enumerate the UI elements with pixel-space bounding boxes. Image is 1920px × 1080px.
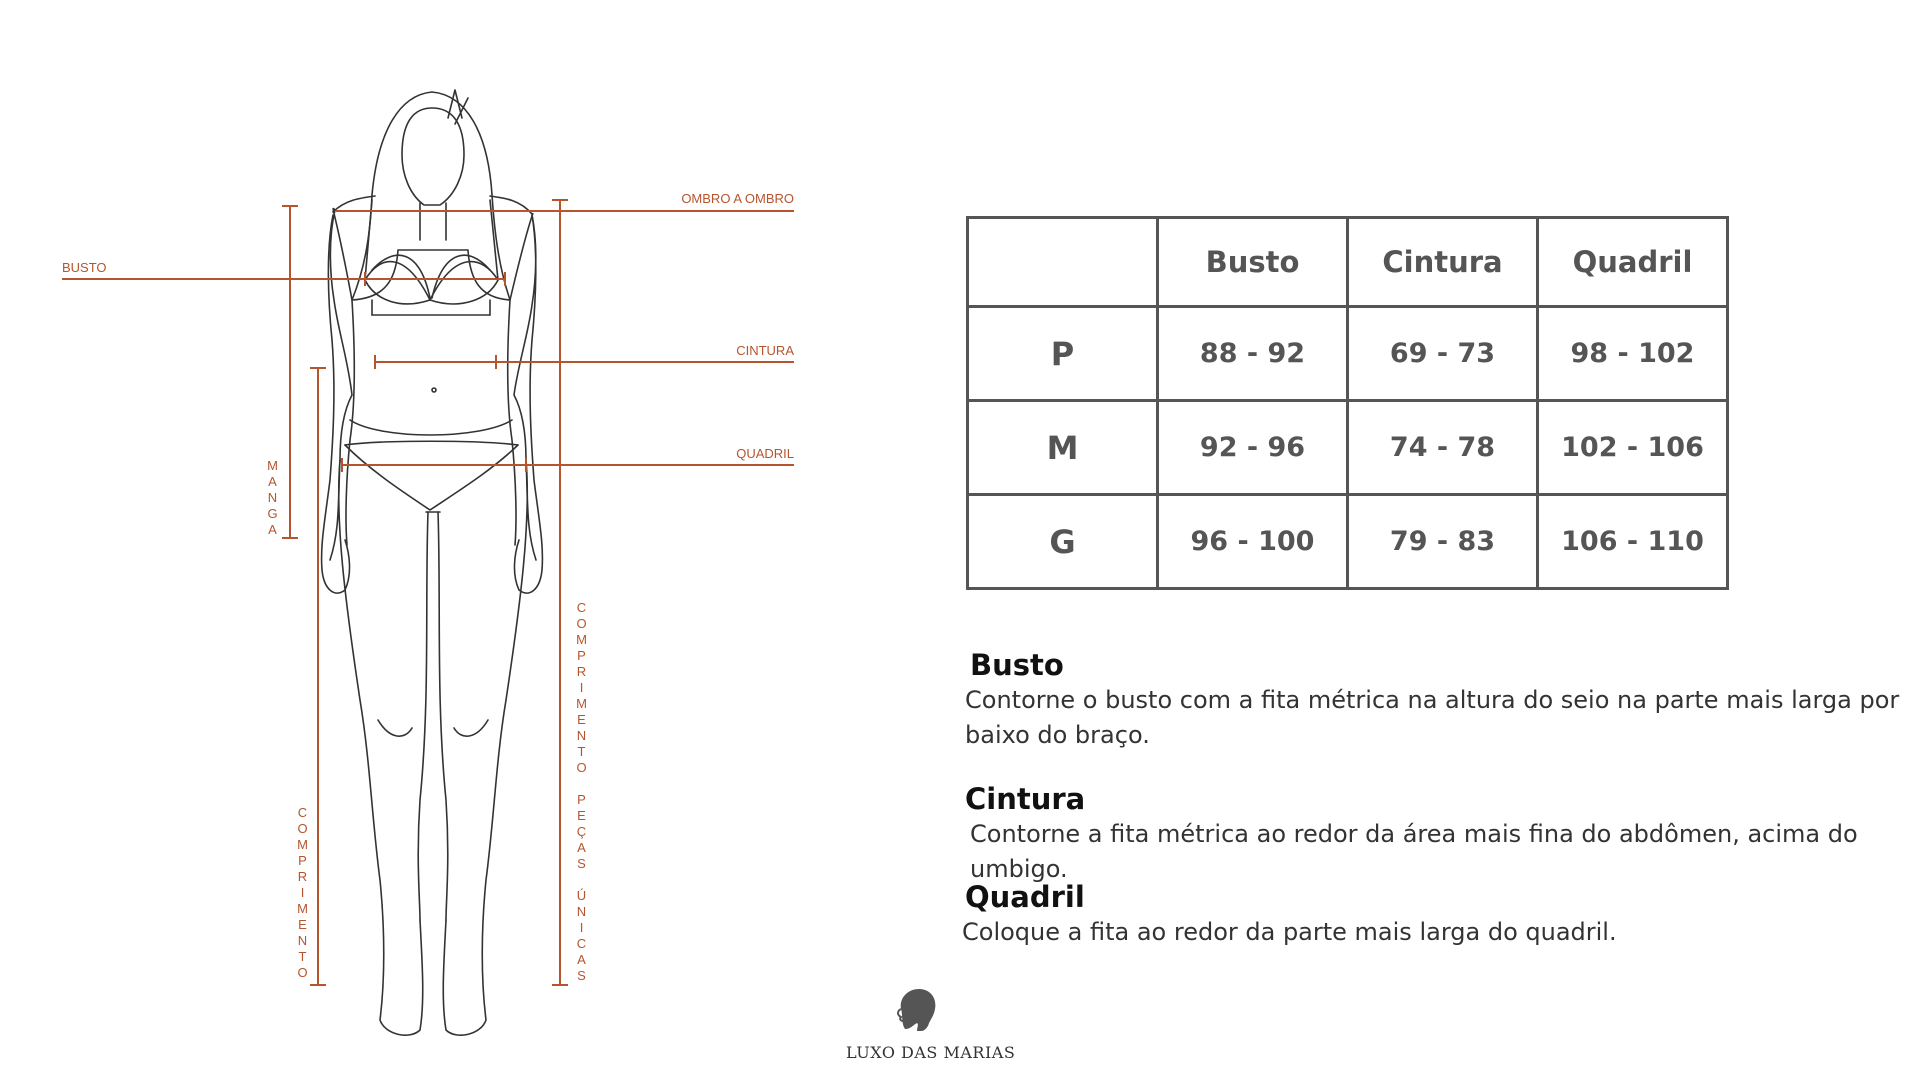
size-label-g: G [968, 495, 1158, 589]
body-outline-drawing [0, 0, 800, 1080]
instruction-busto [965, 648, 1915, 753]
instruction-busto-line1: Contorne o busto com a fita métrica na altura do seio na parte mais larga por [965, 685, 1900, 714]
cell-quadril: 102 - 106 [1538, 401, 1728, 495]
instruction-quadril [962, 880, 1912, 950]
table-header-empty [968, 218, 1158, 307]
brand-logo [846, 985, 1016, 1062]
woman-profile-silhouette-icon [891, 985, 941, 1035]
body-silhouette [322, 90, 543, 1035]
label-quadril: QUADRIL [736, 446, 794, 461]
instruction-cintura [965, 782, 1915, 887]
label-busto: BUSTO [62, 260, 107, 275]
instruction-cintura-title: Cintura [965, 782, 1086, 816]
cell-cintura: 69 - 73 [1348, 307, 1538, 401]
cell-quadril: 106 - 110 [1538, 495, 1728, 589]
table-header-row [968, 218, 1728, 307]
cell-busto: 92 - 96 [1158, 401, 1348, 495]
table-row [968, 307, 1728, 401]
table-row [968, 495, 1728, 589]
instruction-busto-title: Busto [970, 648, 1064, 682]
body-measurement-figure [0, 0, 800, 1080]
cell-cintura: 79 - 83 [1348, 495, 1538, 589]
table-row [968, 401, 1728, 495]
brand-logo-text: LUXO DAS MARIAS [846, 1043, 1016, 1062]
table-header-cintura: Cintura [1348, 218, 1538, 307]
instruction-busto-line2: baixo do braço. [965, 720, 1150, 749]
label-manga: MANGA [265, 458, 280, 538]
size-label-m: M [968, 401, 1158, 495]
label-comprimento-pecas-unicas: COMPRIMENTO PEÇAS ÚNICAS [574, 600, 589, 984]
label-cintura: CINTURA [736, 343, 794, 358]
cell-busto: 96 - 100 [1158, 495, 1348, 589]
label-ombro-a-ombro: OMBRO A OMBRO [681, 191, 794, 206]
cell-cintura: 74 - 78 [1348, 401, 1538, 495]
table-header-quadril: Quadril [1538, 218, 1728, 307]
instruction-quadril-title: Quadril [965, 880, 1085, 914]
size-label-p: P [968, 307, 1158, 401]
cell-busto: 88 - 92 [1158, 307, 1348, 401]
instruction-cintura-text: Contorne a fita métrica ao redor da área mais fina do abdômen, acima do umbigo. [970, 819, 1858, 883]
instruction-quadril-text: Coloque a fita ao redor da parte mais larga do quadril. [962, 917, 1617, 946]
cell-quadril: 98 - 102 [1538, 307, 1728, 401]
size-chart-table [966, 216, 1729, 590]
label-comprimento: COMPRIMENTO [295, 805, 310, 981]
measurement-lines [62, 200, 794, 985]
table-header-busto: Busto [1158, 218, 1348, 307]
